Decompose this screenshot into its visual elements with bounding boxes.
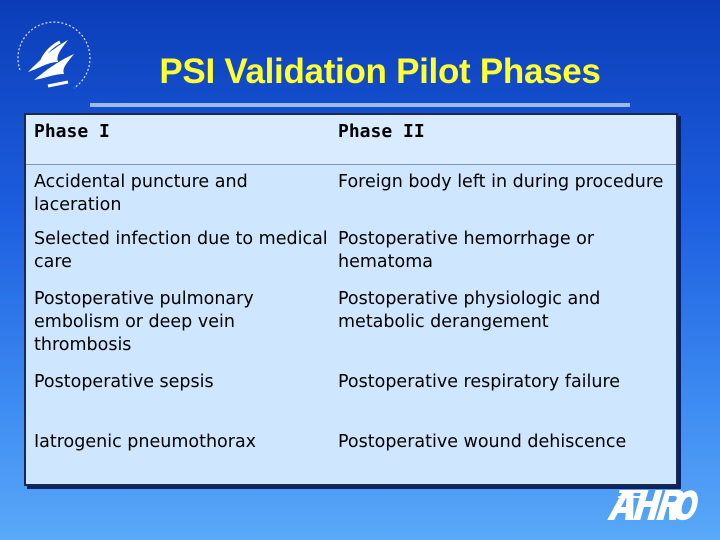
ahrq-logo — [604, 488, 700, 522]
hhs-seal-icon — [8, 10, 96, 98]
phase-1-cell: Accidental puncture and laceration — [34, 172, 248, 215]
phase-2-cell: Postoperative hemorrhage or hematoma — [338, 229, 595, 272]
phase-2-cell: Postoperative wound dehiscence — [338, 432, 627, 452]
phase-1-cell: Postoperative sepsis — [34, 372, 214, 392]
phase-2-cell: Foreign body left in during procedure — [338, 172, 664, 192]
phases-table — [24, 113, 678, 486]
phase-2-cell: Postoperative physiologic and metabolic derangement — [338, 289, 601, 332]
phase-2-cell: Postoperative respiratory failure — [338, 372, 621, 392]
phase-1-cell: Selected infection due to medical care — [34, 229, 328, 272]
slide-title: PSI Validation Pilot Phases — [159, 52, 601, 91]
phase-1-cell: Postoperative pulmonary embolism or deep vein thrombosis — [34, 289, 254, 355]
table-header-row — [26, 115, 676, 165]
title-divider — [90, 103, 630, 107]
header-phase-1: Phase I — [34, 121, 110, 142]
phase-1-cell: Iatrogenic pneumothorax — [34, 432, 257, 452]
header-phase-2: Phase II — [338, 121, 425, 142]
